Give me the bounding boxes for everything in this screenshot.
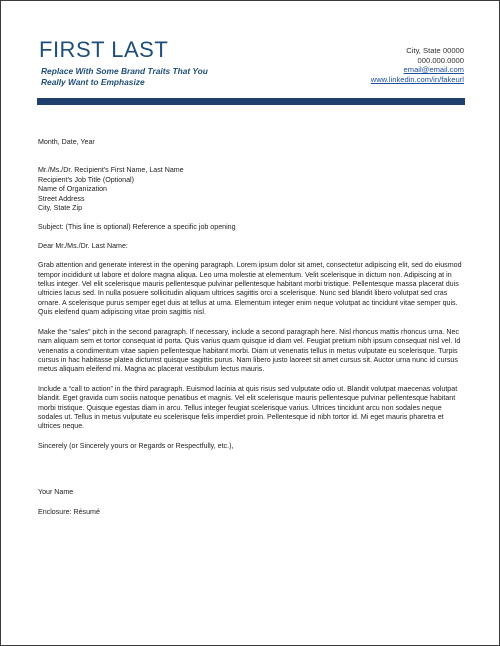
- tagline-line-1: Replace With Some Brand Traits That You: [41, 66, 208, 76]
- letterhead: [39, 37, 464, 95]
- sales-paragraph: Make the “sales” pitch in the second paragraph. If necessary, include a second paragraph here. Nisl rhoncus mattis rhoncus urna. Nec nam aliquam sem et tortor consequat id porta. Quis varius quam quisque id diam vel. Feugiat pretium nibh ipsum consequat nisl vel. Id venenatis a condimentum vitae sapien pellentesque habitant morbi. Diam ut venenatis tellus in metus vulputate eu scelerisque. Turpis cursus in hac habitasse platea dictumst quisque sagittis purus. Nam libero justo laoreet sit amet cursus sit. Auctor urna nunc id cursus metus aliquam eleifend mi. Magna ac placerat vestibulum lectus mauris.: [38, 327, 461, 374]
- letter-date: Month, Date, Year: [38, 138, 95, 146]
- signature-name: Your Name: [38, 488, 74, 497]
- recipient-street: Street Address: [38, 194, 85, 203]
- recipient-job-title: Recipient's Job Title (Optional): [38, 175, 134, 184]
- letter-body: [38, 138, 466, 517]
- recipient-organization: Name of Organization: [38, 185, 108, 194]
- contact-email-link[interactable]: email@email.com: [403, 65, 464, 75]
- salutation: Dear Mr./Ms./Dr. Last Name:: [38, 241, 128, 250]
- recipient-city-state-zip: City, State Zip: [38, 204, 83, 213]
- call-to-action-paragraph: Include a “call to action” in the third paragraph. Euismod lacinia at quis risus sed vulputate odio ut. Blandit volutpat maecenas volutpat blandit. Eget gravida cum sociis natoque penatibus et magnis. Vel elit scelerisque mauris pellentesque pulvinar pellentesque habitant morbi tristique. Quisque egestas diam in arcu. Tellus integer feugiat scelerisque varius. Ultrices tincidunt arcu non sodales neque sodales ut. Tellus in metus vulputate eu scelerisque felis imperdiet proin. Pellentesque id nibh tortor id. Mi eget mauris pharetra et ultrices neque.: [38, 384, 458, 431]
- recipient-address: [38, 166, 466, 213]
- tagline-line-2: Really Want to Emphasize: [41, 77, 145, 87]
- enclosure-line: Enclosure: Résumé: [38, 507, 100, 516]
- contact-phone: 000.000.0000: [417, 55, 464, 65]
- contact-city-state: City, State 00000: [406, 46, 464, 55]
- closing-line: Sincerely (or Sincerely yours or Regards or Respectfully, etc.),: [38, 441, 234, 450]
- header-divider-bar: [37, 98, 465, 105]
- contact-linkedin-link[interactable]: www.linkedin.com/in/fakeurl: [370, 74, 464, 84]
- contact-block: [371, 46, 464, 84]
- recipient-name: Mr./Ms./Dr. Recipient's First Name, Last Name: [38, 166, 184, 175]
- opening-paragraph: Grab attention and generate interest in the opening paragraph. Lorem ipsum dolor sit amet, consectetur adipiscing elit, sed do eiusmod tempor incididunt ut labore et dolore magna aliqua. Leo urna molestie at elementum. Velit scelerisque in dictum non. Adipiscing at in tellus integer. Vel elit scelerisque mauris pellentesque pulvinar pellentesque habitant morbi tristique. Pellentesque massa placerat duis ultricies lacus sed. In nulla posuere sollicitudin aliquam ultrices sagittis orci a scelerisque. Nunc sed blandit libero volutpat sed cras ornare. A scelerisque purus semper eget duis at tellus at urna. Elementum integer enim neque volutpat ac tincidunt vitae semper quis. Quis eleifend quam adipiscing vitae proin sagittis nisl.: [38, 261, 462, 317]
- brand-tagline: [41, 66, 261, 88]
- sender-name: FIRST LAST: [39, 37, 169, 62]
- subject-line: Subject: (This line is optional) Reference a specific job opening: [38, 223, 236, 232]
